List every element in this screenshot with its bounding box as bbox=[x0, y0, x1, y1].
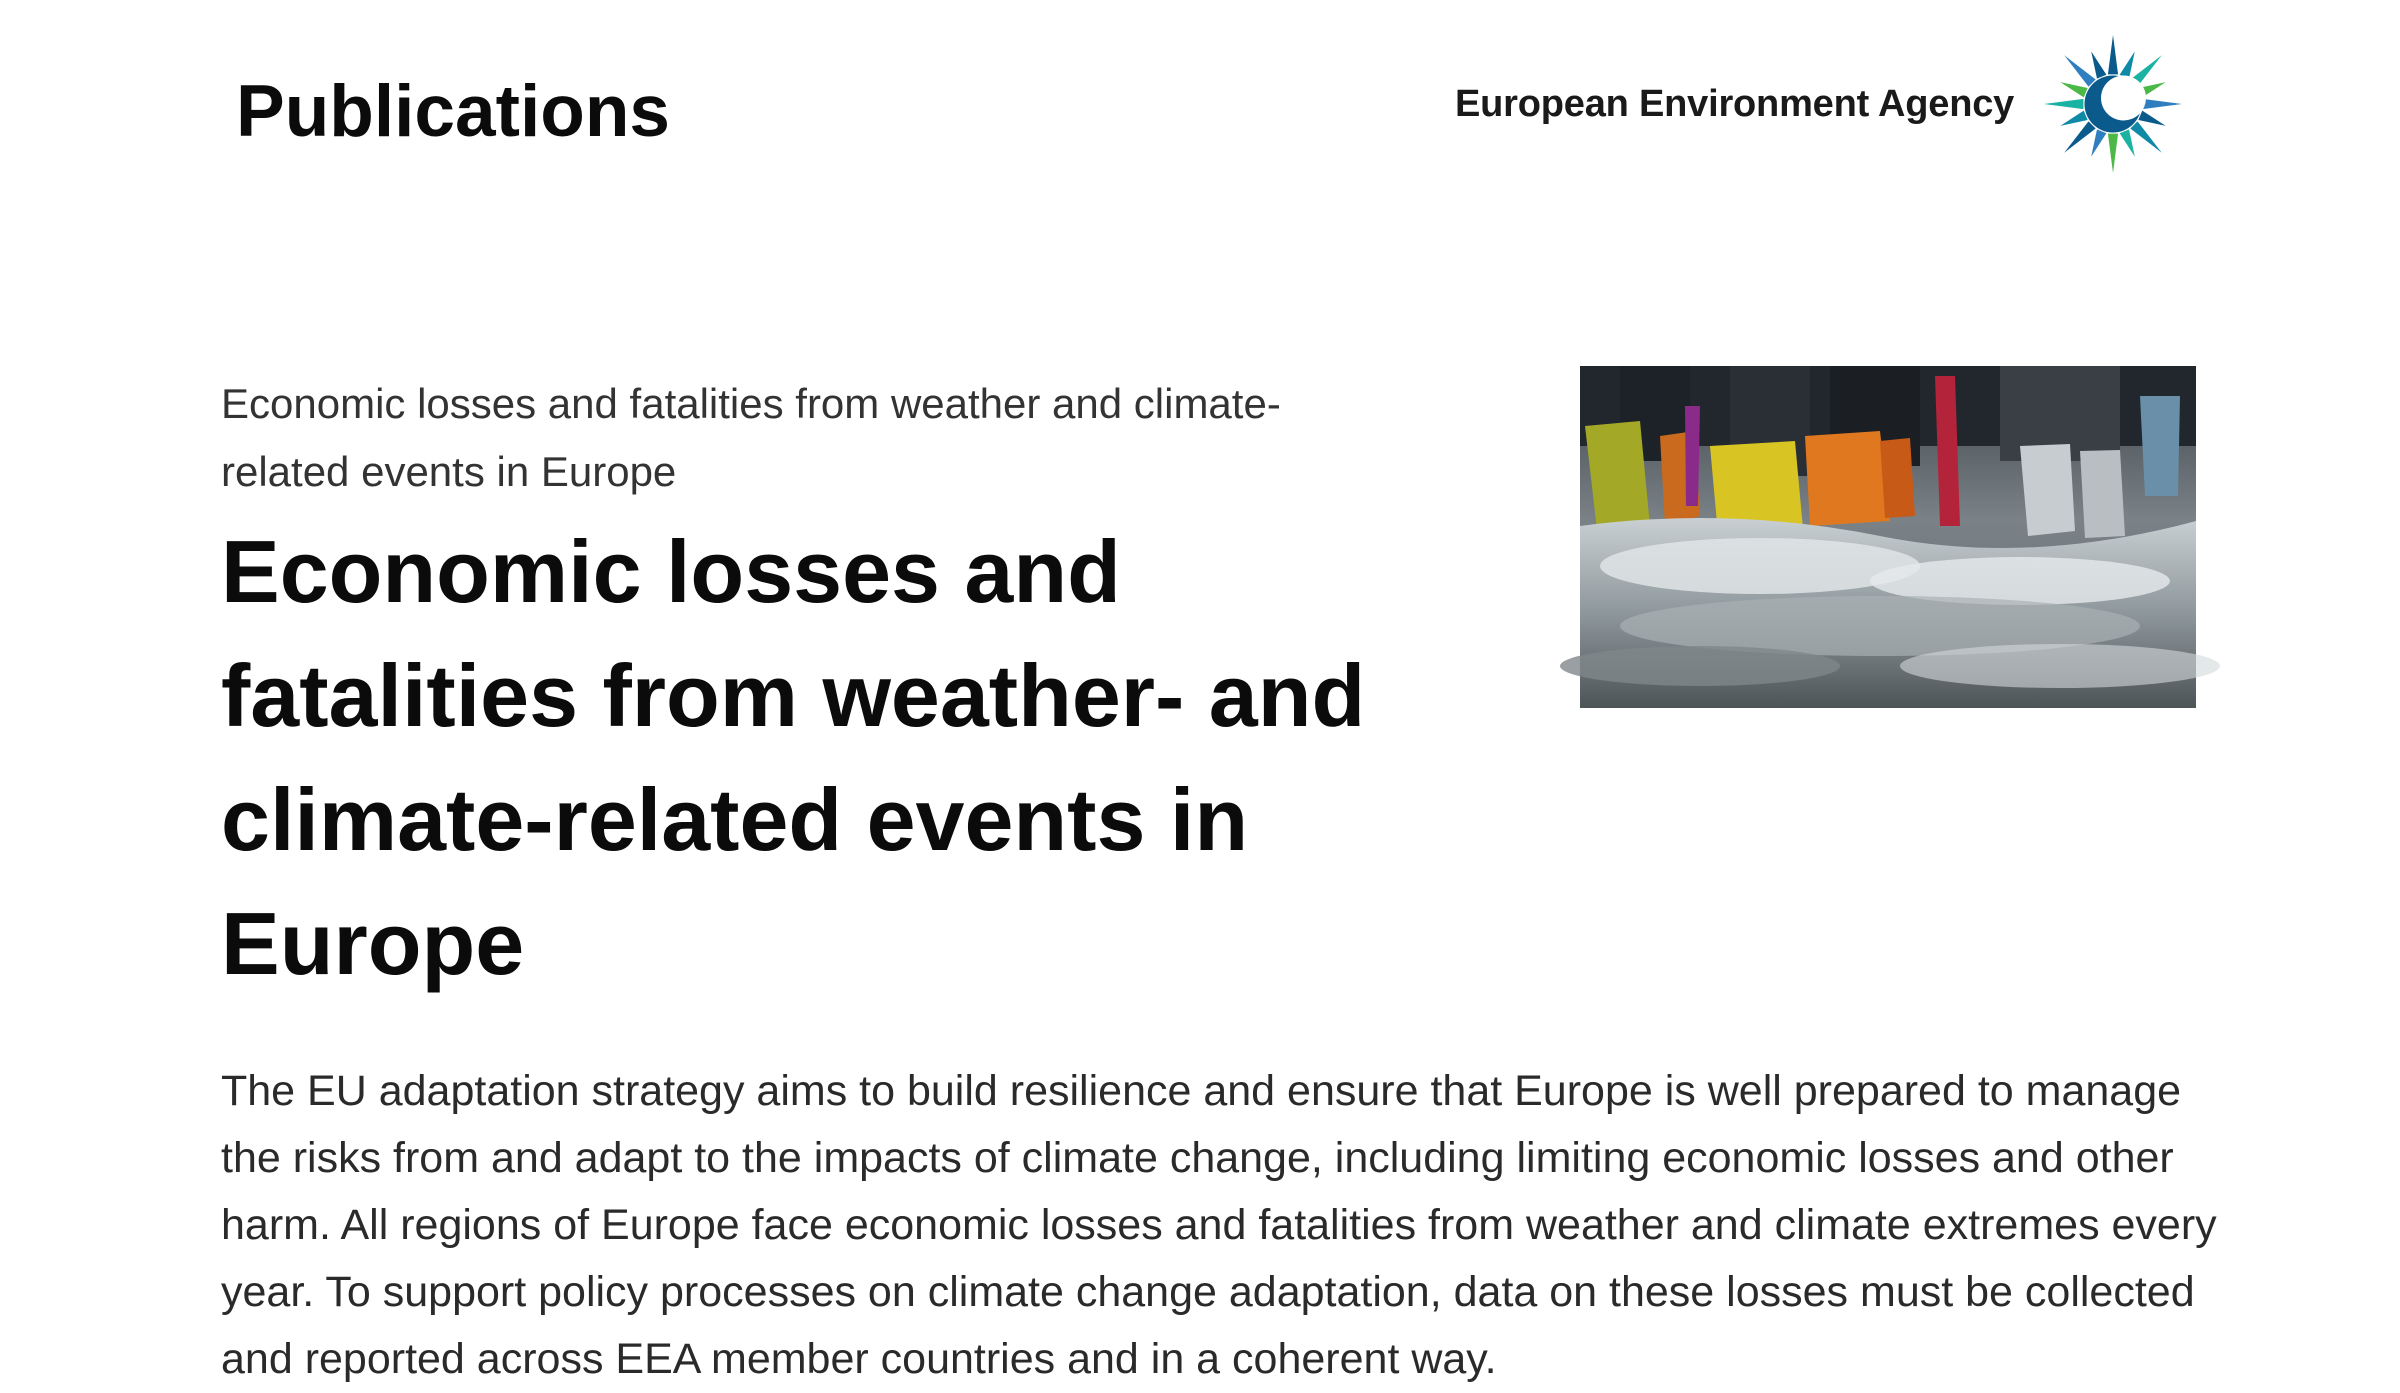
logo-ray bbox=[2130, 121, 2161, 152]
agency-brand[interactable] bbox=[1455, 24, 2188, 184]
article-title: Economic losses and fatalities from weather- and climate-related events in Europe bbox=[221, 522, 1366, 993]
eea-sun-logo-icon bbox=[2038, 29, 2188, 179]
logo-ray bbox=[2044, 99, 2083, 109]
logo-ray bbox=[2108, 134, 2118, 173]
logo-ray bbox=[2108, 35, 2118, 74]
flood-photo-icon bbox=[1580, 366, 2196, 708]
agency-name: European Environment Agency bbox=[1455, 82, 2015, 125]
logo-ray bbox=[2143, 99, 2182, 109]
logo-ray bbox=[2064, 121, 2095, 152]
logo-ray bbox=[2091, 51, 2106, 78]
logo-ray bbox=[2120, 129, 2135, 156]
logo-ray bbox=[2064, 55, 2095, 86]
article-body: The EU adaptation strategy aims to build resilience and ensure that Europe is well prepared to manage the risks from and adapt to the impacts of climate change, including limiting economic losses and other harm. All regions of Europe face economic losses and fatalities from weather and climate extremes every year. To support policy processes on climate change adaptation, data on these losses must be collected and reported across EEA member countries and in a coherent way. bbox=[221, 1067, 2217, 1383]
logo-ray bbox=[2120, 51, 2135, 78]
logo-ray bbox=[2060, 111, 2087, 126]
article-kicker: Economic losses and fatalities from weather and climate-related events in Europe bbox=[221, 380, 1281, 495]
logo-ray bbox=[2138, 111, 2165, 126]
page-title: Publications bbox=[236, 71, 671, 152]
logo-ray bbox=[2060, 82, 2087, 97]
logo-ray bbox=[2091, 129, 2106, 156]
